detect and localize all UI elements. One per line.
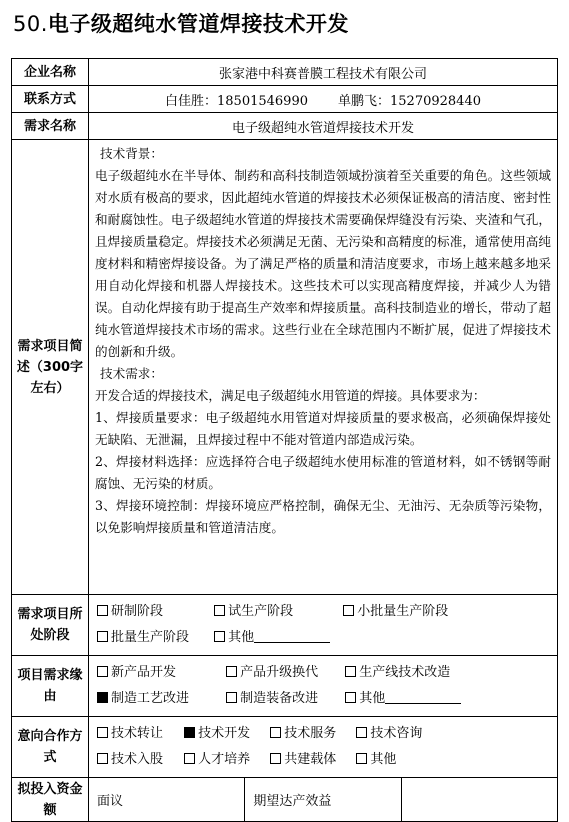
row-contact [12,86,558,113]
checkbox-icon [97,666,108,677]
checkbox-icon [184,753,195,764]
option-label: 技术转让 [111,726,164,741]
coop-option-transfer[interactable] [97,721,180,747]
option-label: 制造装备改进 [240,691,319,706]
desc-paragraph: 电子级超纯水在半导体、制药和高科技制造领域扮演着至关重要的角色。这些领域对水质有极高的要求，因此超纯水管道的焊接技术必须保证极高的清洁度、密封性和耐腐蚀性。电子级超纯水管道的焊接技术需要确保焊缝没有污染、夹渣和气孔，且焊接质量稳定。焊接技术必须满足无菌、无污染和高精度的标准，通常使用高纯度材料和精密焊接设备。为了满足严格的质量和清洁度要求，市场上越来越多地采用自动化焊接和机器人焊接技术。这些技术可以实现高精度焊接，并减少人为错误。自动化焊接有助于提高生产效率和焊接质量。高科技制造业的增长，带动了超纯水管道焊接技术市场的需求。这些行业在全球范围内不断扩展，促进了焊接技术的创新和升级。 [95,168,551,359]
option-label: 新产品开发 [111,665,177,680]
option-label: 试生产阶段 [228,604,294,619]
checkbox-icon [214,631,225,642]
label-description [12,140,89,595]
row-stage [12,595,558,656]
demand-form-table [11,58,558,822]
coop-option-talent[interactable] [184,747,266,773]
label-company: 企业名称 [12,59,89,86]
row-origin [12,656,558,717]
desc-paragraph: 开发合适的焊接技术，满足电子级超纯水用管道的焊接。具体要求为： [95,388,486,403]
checkbox-icon [226,666,237,677]
row-investment [12,778,558,822]
stage-option-research[interactable] [97,599,210,625]
option-label: 技术入股 [111,752,164,767]
stage-option-small-batch[interactable] [343,599,448,625]
label-benefit: 期望达产效益 [245,778,401,822]
row-description [12,140,558,595]
coop-option-platform[interactable] [270,747,352,773]
coop-option-service[interactable] [270,721,352,747]
value-demand-name: 电子级超纯水管道焊接技术开发 [89,113,558,140]
origin-option-line-retrofit[interactable] [345,660,450,686]
checkbox-icon [270,727,281,738]
stage-option-trial[interactable] [214,599,339,625]
other-blank-line[interactable] [254,642,330,643]
checkbox-icon [270,753,281,764]
checkbox-icon [356,727,367,738]
checkbox-icon [97,753,108,764]
label-cooperation: 意向合作方式 [12,717,89,778]
desc-paragraph: 3、焊接环境控制：焊接环境应严格控制，确保无尘、无油污、无杂质等污染物，以免影响焊接质量和管道清洁度。 [95,498,551,535]
coop-option-development[interactable] [184,721,266,747]
other-blank-line[interactable] [385,703,461,704]
value-cooperation [89,717,558,778]
checkbox-checked-icon [97,692,108,703]
value-description [89,140,558,595]
coop-option-consulting[interactable] [356,721,422,747]
option-label: 产品升级换代 [240,665,319,680]
option-label: 研制阶段 [111,604,164,619]
desc-paragraph: 技术背景： [100,146,163,161]
page-title [13,8,349,38]
stage-option-other[interactable] [214,625,330,651]
checkbox-icon [226,692,237,703]
option-label: 人才培养 [198,752,251,767]
checkbox-icon [97,605,108,616]
option-label: 技术开发 [198,726,251,741]
value-origin [89,656,558,717]
origin-option-new-product[interactable] [97,660,222,686]
stage-option-mass[interactable] [97,625,210,651]
contact-person-2: 单鹏飞：15270928440 [338,93,481,109]
option-label: 共建载体 [284,752,337,767]
title-number: 50. [13,12,48,36]
label-contact: 联系方式 [12,86,89,113]
value-benefit[interactable] [401,778,557,822]
row-company [12,59,558,86]
row-demand-name [12,113,558,140]
checkbox-icon [345,692,356,703]
origin-option-equipment[interactable] [226,686,341,712]
option-label: 其他 [370,752,397,767]
option-label: 技术服务 [284,726,337,741]
desc-paragraph: 1、焊接质量要求：电子级超纯水用管道对焊接质量的要求极高，必须确保焊接处无缺陷、无泄漏，且焊接过程中不能对管道内部造成污染。 [95,410,551,447]
origin-option-upgrade[interactable] [226,660,341,686]
option-label: 其他 [359,691,386,706]
desc-paragraph: 2、焊接材料选择：应选择符合电子级超纯水使用标准的管道材料，如不锈钢等耐腐蚀、无污染的材质。 [95,454,551,491]
checkbox-icon [343,605,354,616]
coop-option-other[interactable] [356,747,396,773]
desc-paragraph: 技术需求： [100,366,163,381]
title-text: 电子级超纯水管道焊接技术开发 [47,12,349,36]
option-label: 制造工艺改进 [111,691,190,706]
coop-option-equity[interactable] [97,747,180,773]
checkbox-icon [97,631,108,642]
origin-option-process[interactable] [97,686,222,712]
row-cooperation [12,717,558,778]
origin-option-other[interactable] [345,686,461,712]
checkbox-icon [356,753,367,764]
contact-person-1: 白佳胜：18501546990 [165,93,308,109]
option-label: 生产线技术改造 [359,665,451,680]
label-stage: 需求项目所处阶段 [12,595,89,656]
label-description-text: 需求项目简述（300字左右） [16,338,84,396]
checkbox-checked-icon [184,727,195,738]
checkbox-icon [97,727,108,738]
option-label: 批量生产阶段 [111,630,190,645]
checkbox-icon [345,666,356,677]
label-origin: 项目需求缘由 [12,656,89,717]
value-company: 张家港中科赛普膜工程技术有限公司 [89,59,558,86]
option-label: 技术咨询 [370,726,423,741]
value-investment: 面议 [89,778,245,822]
value-stage [89,595,558,656]
value-contact [89,86,558,113]
label-investment: 拟投入资金额 [12,778,89,822]
checkbox-icon [214,605,225,616]
option-label: 小批量生产阶段 [357,604,449,619]
option-label: 其他 [228,630,255,645]
label-demand-name: 需求名称 [12,113,89,140]
